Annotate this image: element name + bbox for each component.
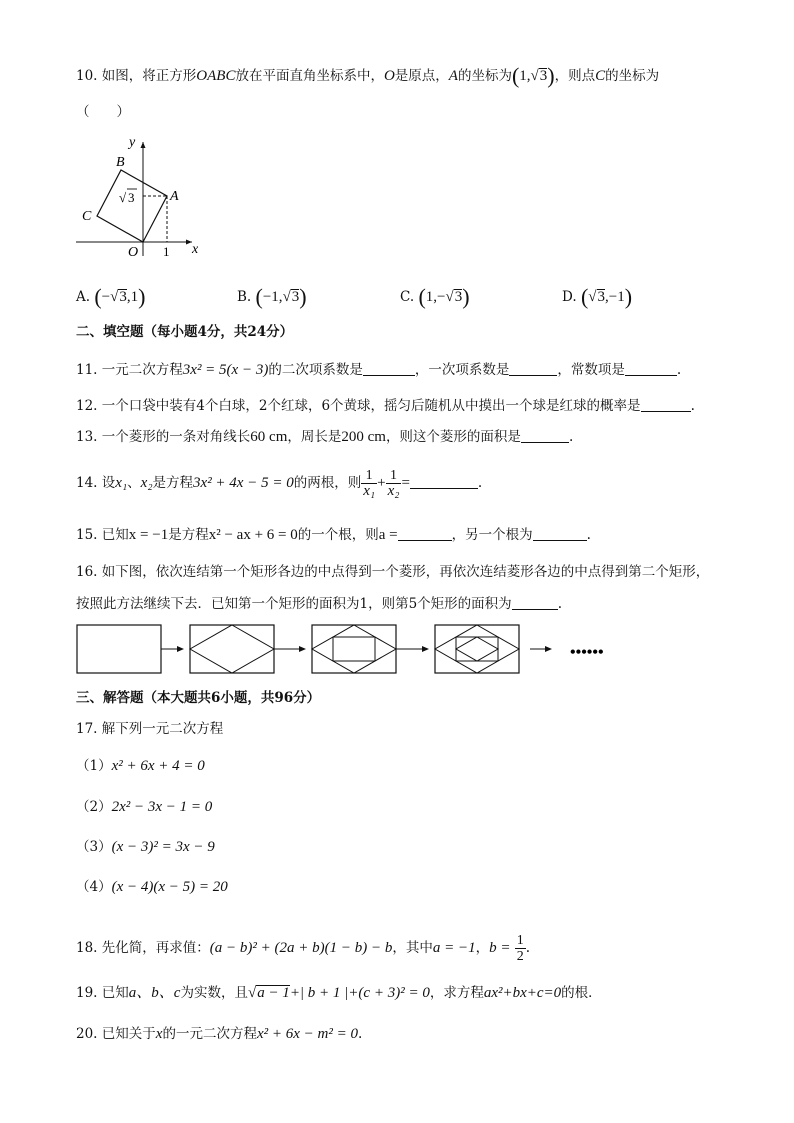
square-oabc — [97, 170, 167, 242]
q16-line-1: 16. 如下图，依次连结第一个矩形各边的中点得到一个菱形，再依次连结菱形各边的中点得到第二个矩形， — [76, 564, 710, 580]
q17-item-3: （3）(x − 3)² = 3x − 9 — [76, 839, 215, 855]
inner-rect-4 — [456, 637, 498, 661]
q18: 18. 先化简，再求值：(a − b)² + (2a + b)(1 − b) − b，其中a = −1，b = $\frac{1}{2}$ . — [76, 933, 531, 964]
q10-stem: 10. 如图，将正方形OABC放在平面直角坐标系中，O是原点，A的坐标为(1,√3)，则点C的坐标为 — [76, 63, 660, 88]
q17-item-2: （2）2x² − 3x − 1 = 0 — [76, 799, 213, 815]
rhombus-3 — [312, 625, 396, 673]
label-a: A — [170, 189, 179, 204]
rect-2 — [190, 625, 274, 673]
section-2-heading: 二、填空题（每小题4分，共24分） — [76, 324, 294, 340]
label-c: C — [82, 209, 92, 224]
inner-rect-3 — [333, 637, 375, 661]
q13-blank — [521, 428, 569, 443]
q16-blank — [512, 595, 558, 610]
label-o: O — [128, 245, 139, 260]
q15-blank-1 — [398, 526, 452, 541]
arrow-3 — [422, 646, 429, 652]
rhombus-2 — [190, 625, 274, 673]
label-sqrt3: 3 — [128, 190, 135, 205]
q16-line-2: 按照此方法继续下去．已知第一个矩形的面积为1，则第5个矩形的面积为 . — [76, 596, 562, 612]
arrow-2 — [299, 646, 306, 652]
q17-item-1: （1）x² + 6x + 4 = 0 — [76, 758, 205, 774]
q12: 12. 一个口袋中装有4个白球，2个红球，6个黄球，摇匀后随机从中摸出一个球是红球的概率是 . — [76, 398, 695, 414]
label-x: x — [192, 242, 199, 257]
q15: 15. 已知x = −1是方程x² − ax + 6 = 0的一个根，则a = ，另一个根为 . — [76, 527, 591, 543]
q10-option-d: D. (√3,−1) — [562, 284, 633, 309]
q17-stem: 17. 解下列一元二次方程 — [76, 721, 224, 737]
q14-blank — [410, 474, 478, 489]
rect-4 — [435, 625, 519, 673]
q10-coordinate-figure — [70, 136, 210, 260]
label-y: y — [129, 136, 136, 150]
q19: 19. 已知a、b、c为实数，且√a − 1+| b + 1 |+(c + 3)² = 0，求方程ax²+bx+c=0的根． — [76, 985, 602, 1001]
arrow-1 — [177, 646, 184, 652]
q12-blank — [641, 397, 691, 412]
rect-3 — [312, 625, 396, 673]
arrow-4 — [545, 646, 552, 652]
q11-blank-1 — [363, 361, 415, 376]
q20: 20. 已知关于x的一元二次方程x² + 6x − m² = 0. — [76, 1026, 363, 1042]
q10-option-a: A. (−√3,1) — [76, 284, 146, 309]
q10-answer-paren: （ ） — [76, 104, 130, 120]
q11-blank-2 — [509, 361, 557, 376]
label-one: 1 — [163, 244, 170, 259]
q10-option-c: C. (1,−√3) — [400, 284, 470, 309]
rect-1 — [77, 625, 161, 673]
q10-option-b: B. (−1,√3) — [237, 284, 307, 309]
q14: 14. 设x₁、x₂是方程3x² + 4x − 5 = 0的两根，则 $\frac{1}{\text{x₁}}$ + $\frac{1}{\text{x₂}}$ = . — [76, 468, 483, 499]
y-axis-arrow — [141, 142, 146, 148]
section-3-heading: 三、解答题（本大题共6小题，共96分） — [76, 690, 321, 706]
label-b: B — [116, 155, 125, 170]
q11-blank-3 — [625, 361, 677, 376]
q13: 13. 一个菱形的一条对角线长60 cm，周长是200 cm，则这个菱形的面积是 . — [76, 429, 574, 445]
q17-item-4: （4）(x − 4)(x − 5) = 20 — [76, 879, 228, 895]
q15-blank-2 — [533, 526, 587, 541]
rhombus-4 — [435, 625, 519, 673]
inner-rhombus-4 — [456, 637, 498, 661]
continuation-dots: •••••• — [570, 644, 604, 661]
label-sqrt-symbol: √ — [119, 190, 127, 205]
q16-rectangle-sequence-figure — [72, 620, 632, 678]
q11: 11. 一元二次方程3x² = 5(x − 3)的二次项系数是 ，一次项系数是 ，常数项是 . — [76, 362, 682, 378]
